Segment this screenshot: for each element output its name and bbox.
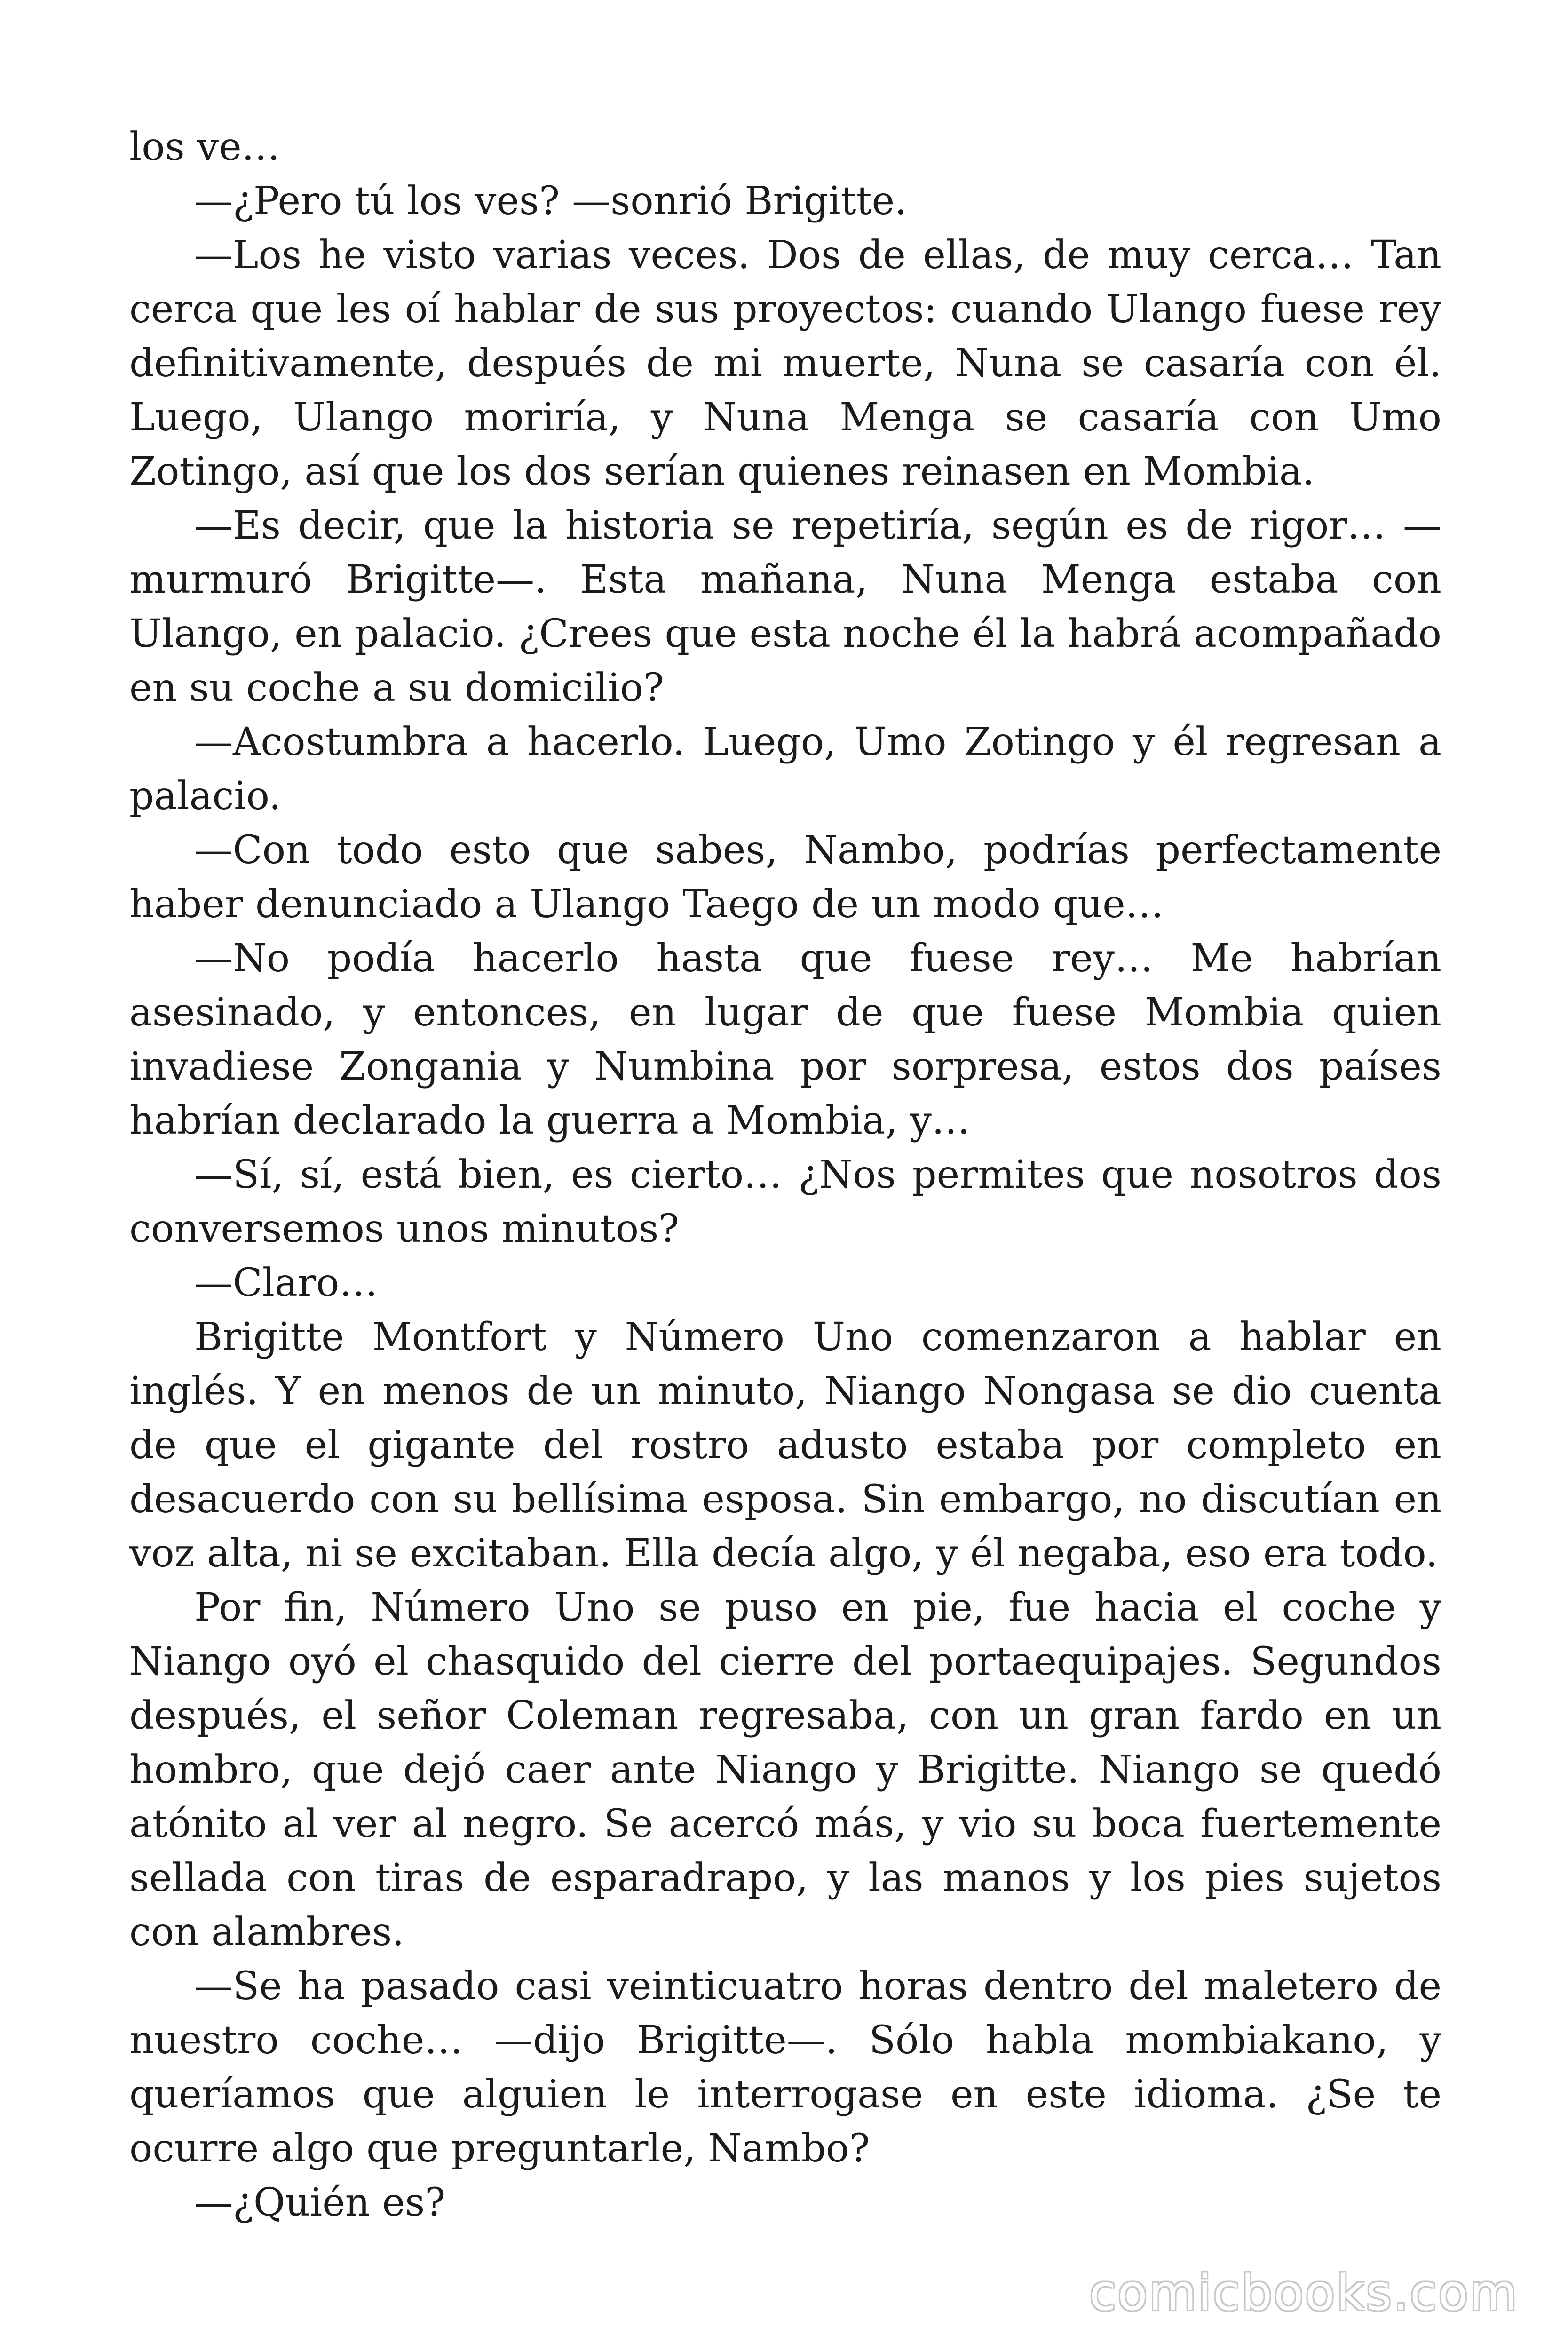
paragraph-dialogue: —No podía hacerlo hasta que fuese rey… Me habrían asesinado, y entonces, en lugar de que fuese Mombia quien invadiese Zongania y Numbina por sorpresa, estos dos países habrían declarado la guerra a Mombia, y…	[129, 936, 1441, 1143]
paragraph-dialogue: —¿Pero tú los ves? —sonrió Brigitte.	[194, 179, 907, 223]
watermark-logo: comicbooks.com	[1089, 2264, 1519, 2321]
paragraph-dialogue: —Es decir, que la historia se repetiría, según es de rigor… —murmuró Brigitte—. Esta mañana, Nuna Menga estaba con Ulango, en palacio. ¿Crees que esta noche él la habrá acompañado en su coche a su domicilio?	[129, 503, 1441, 710]
paragraph-dialogue: —¿Quién es?	[194, 2180, 446, 2225]
paragraph-dialogue: —Con todo esto que sabes, Nambo, podrías perfectamente haber denunciado a Ulango Taego de un modo que…	[129, 828, 1441, 927]
paragraph-dialogue: —Claro…	[194, 1261, 378, 1305]
paragraph-narration: Por fin, Número Uno se puso en pie, fue hacia el coche y Niango oyó el chasquido del cierre del portaequipajes. Segundos después, el señor Coleman regresaba, con un gran fardo en un hombro, que dejó caer ante Niango y Brigitte. Niango se quedó atónito al ver al negro. Se acercó más, y vio su boca fuertemente sellada con tiras de esparadrapo, y las manos y los pies sujetos con alambres.	[129, 1585, 1441, 1955]
book-page	[129, 120, 1441, 2230]
paragraph-dialogue: —Sí, sí, está bien, es cierto… ¿Nos permites que nosotros dos conversemos unos minutos?	[129, 1152, 1441, 1251]
paragraph-dialogue: —Se ha pasado casi veinticuatro horas dentro del maletero de nuestro coche… —dijo Brigitte—. Sólo habla mombiakano, y queríamos que alguien le interrogase en este idioma. ¿Se te ocurre algo que preguntarle, Nambo?	[129, 1964, 1441, 2171]
paragraph-narration: Brigitte Montfort y Número Uno comenzaron a hablar en inglés. Y en menos de un minuto, Niango Nongasa se dio cuenta de que el gigante del rostro adusto estaba por completo en desacuerdo con su bellísima esposa. Sin embargo, no discutían en voz alta, ni se excitaban. Ella decía algo, y él negaba, eso era todo.	[129, 1315, 1441, 1576]
paragraph-dialogue: —Los he visto varias veces. Dos de ellas, de muy cerca… Tan cerca que les oí hablar de sus proyectos: cuando Ulango fuese rey definitivamente, después de mi muerte, Nuna se casaría con él. Luego, Ulango moriría, y Nuna Menga se casaría con Umo Zotingo, así que los dos serían quienes reinasen en Mombia.	[129, 233, 1441, 494]
paragraph-continuation: los ve…	[129, 125, 280, 169]
paragraph-dialogue: —Acostumbra a hacerlo. Luego, Umo Zotingo y él regresan a palacio.	[129, 720, 1441, 818]
